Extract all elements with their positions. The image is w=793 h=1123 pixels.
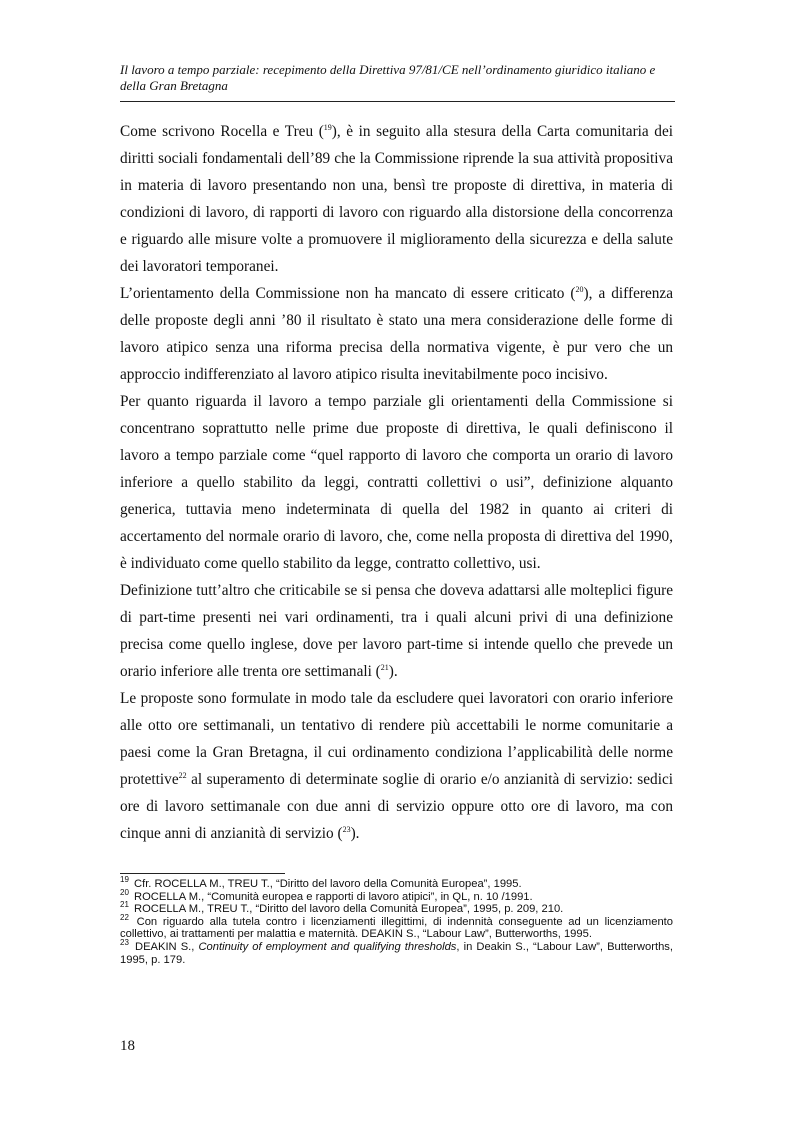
footnote-ref-19[interactable]: 19 (323, 122, 332, 132)
footnote-20 (120, 887, 673, 904)
paragraph-2 (120, 280, 673, 388)
paragraph-4-text-a: Definizione tutt’altro che criticabile se si pensa che doveva adattarsi alle molteplici figure di part-time presenti nei vari ordinamenti, tra i quali alcuni privi di una definizione precisa come quello inglese, dove per lavoro part-time si intende quello che prevede un orario inferiore alle trenta ore settimanali ( (120, 582, 673, 680)
footnote-text: DEAKIN S., (134, 940, 199, 953)
footnote-text: ROCELLA M., TREU T., “Diritto del lavoro della Comunità Europea”, 1995, p. 209, 210. (134, 903, 564, 916)
footnote-23 (120, 938, 673, 966)
running-header-line-2: della Gran Bretagna (120, 78, 228, 93)
body-text (120, 118, 673, 847)
running-header-line-1: Il lavoro a tempo parziale: recepimento della Direttiva 97/81/CE nell’ordinamento giuridico italiano e (120, 62, 656, 77)
footnote-number: 23 (120, 938, 129, 948)
paragraph-1 (120, 118, 673, 280)
paragraph-5 (120, 685, 673, 847)
page-number: 18 (120, 1038, 135, 1054)
paragraph-3: Per quanto riguarda il lavoro a tempo parziale gli orientamenti della Commissione si concentrano soprattutto nelle prime due proposte di direttiva, le quali definiscono il lavoro a tempo parziale come “quel rapporto di lavoro che comporta un orario di lavoro inferiore a quello stabilito da leggi, contratti collettivi o usi”, definizione alquanto generica, tuttavia meno indeterminata di quella del 1982 in quanto ai criteri di accertamento del normale orario di lavoro, che, come nella proposta di direttiva del 1990, è individuato come quello stabilito da legge, contratto collettivo, usi. (120, 393, 673, 572)
paragraph-2-text-a: L’orientamento della Commissione non ha mancato di essere criticato ( (120, 285, 576, 302)
paragraph-5-text-b: al superamento di determinate soglie di orario e/o anzianità di servizio: sedici ore di lavoro settimanale con due anni di servizio oppure otto ore di lavoro, ma con cinque anni di anzianità di servizio ( (120, 771, 673, 842)
paragraph-1-text-b: ), è in seguito alla stesura della Carta comunitaria dei diritti sociali fondamentali dell’89 che la Commissione riprende la sua attività propositiva in materia di lavoro presentando non una, bensì tre proposte di direttiva, in materia di condizioni di lavoro, di rapporti di lavoro con riguardo alla distorsione della concorrenza e riguardo alle misure volte a promuovere il miglioramento della sicurezza e della salute dei lavoratori temporanei. (120, 123, 673, 275)
footnote-text: ROCELLA M., “Comunità europea e rapporti di lavoro atipici”, in QL, n. 10 /1991. (134, 890, 533, 903)
footnote-19 (120, 875, 673, 891)
footnote-italic-title: Continuity of employment and qualifying thresholds (198, 940, 457, 953)
footnote-text: Cfr. ROCELLA M., TREU T., “Diritto del lavoro della Comunità Europea”, 1995. (134, 878, 522, 890)
footnote-text: Con riguardo alla tutela contro i licenziamenti illegittimi, di indennità conseguente ad un licenziamento collettivo, ai trattamenti per malattia e maternità. DEAKIN S., “Labour Law”, Butterworths, 1995. (120, 915, 673, 941)
footnote-ref-23[interactable]: 23 (342, 824, 351, 834)
footnotes (120, 875, 673, 966)
footnote-ref-20[interactable]: 20 (575, 284, 584, 294)
paragraph-5-text-a: Le proposte sono formulate in modo tale da escludere quei lavoratori con orario inferiore alle otto ore settimanali, un tentativo di rendere più accettabili le norme comunitarie a paesi come la Gran Bretagna, il cui ordinamento condiziona l’applicabilità delle norme protettive (120, 690, 673, 788)
footnote-21 (120, 900, 673, 916)
paragraph-5-text-c: ). (350, 825, 360, 842)
footnote-number: 19 (120, 875, 129, 885)
footnote-number: 22 (120, 913, 129, 923)
footnote-ref-21[interactable]: 21 (380, 662, 389, 672)
footnote-rule (120, 873, 285, 874)
paragraph-4 (120, 577, 673, 685)
footnote-ref-22[interactable]: 22 (178, 770, 187, 780)
header-rule (120, 101, 675, 102)
footnote-number: 21 (120, 900, 129, 910)
footnote-text: , in Deakin S., “Labour Law”, Butterworths, 1995, p. 179. (120, 940, 673, 966)
paragraph-4-text-b: ). (388, 663, 398, 680)
running-header (120, 62, 675, 94)
footnote-22 (120, 913, 673, 941)
footnote-number: 20 (120, 887, 129, 897)
paragraph-2-text-b: ), a differenza delle proposte degli anni ’80 il risultato è stato una mera considerazione delle forme di lavoro atipico senza una riforma precisa della normativa vigente, è pur vero che un approccio indifferenziato al lavoro atipico risulta inevitabilmente poco incisivo. (120, 285, 673, 383)
paragraph-1-text-a: Come scrivono Rocella e Treu ( (120, 123, 324, 140)
